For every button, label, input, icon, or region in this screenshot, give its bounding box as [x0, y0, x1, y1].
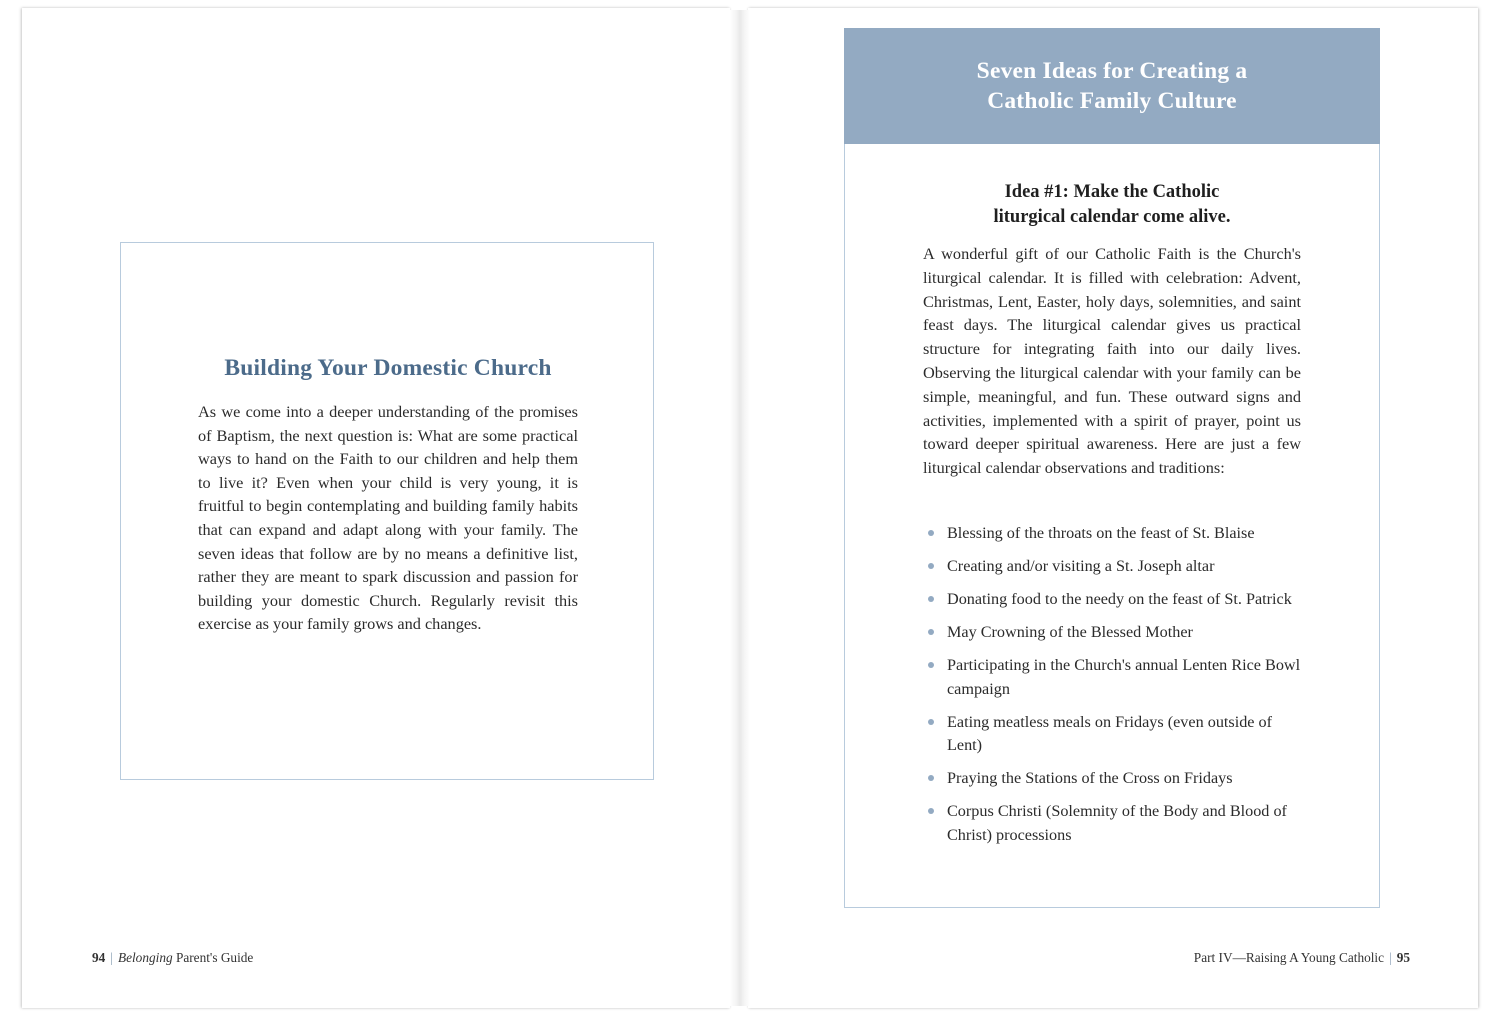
list-item: [923, 800, 1303, 847]
right-page-number: 95: [1396, 950, 1410, 965]
list-item-label: Participating in the Church's annual Lenten Rice Bowl campaign: [947, 656, 1301, 698]
book-gutter: [730, 10, 750, 1006]
idea-title-line1: Idea #1: Make the Catholic: [1004, 182, 1220, 202]
right-page-footer: [1194, 950, 1410, 966]
exercise-title: Building Your Domestic Church: [224, 355, 552, 381]
bullet-dot-icon: [928, 808, 934, 814]
list-item: [923, 767, 1303, 791]
bullet-dot-icon: [928, 629, 934, 635]
bullet-dot-icon: [928, 530, 934, 536]
list-item: [923, 654, 1303, 701]
list-item: [923, 621, 1303, 645]
bullet-dot-icon: [928, 719, 934, 725]
list-item: [923, 522, 1303, 546]
list-item-label: Corpus Christi (Solemnity of the Body and Blood of Christ) processions: [947, 802, 1287, 844]
idea-title: [844, 180, 1380, 230]
bullet-dot-icon: [928, 775, 934, 781]
left-page-footer: [92, 950, 253, 966]
list-item-label: Eating meatless meals on Fridays (even outside of Lent): [947, 712, 1273, 754]
idea-body-text: A wonderful gift of our Catholic Faith is the Church's liturgical calendar. It is filled with celebration: Advent, Christmas, Lent, Easter, holy days, solemnities, and saint feast days. The liturgical calendar gives us practical structure for integrating faith into our daily lives. Observing the liturgical calendar with your family can be simple, meaningful, and fun. These outward signs and activities, implemented with a spirit of prayer, point us toward deeper spiritual awareness. Here are just a few liturgical calendar observations and traditions:: [923, 244, 1301, 478]
left-page: [28, 14, 728, 1004]
list-item-label: Creating and/or visiting a St. Joseph altar: [947, 557, 1215, 575]
list-item-label: Blessing of the throats on the feast of St. Blaise: [947, 524, 1255, 542]
exercise-box: [120, 242, 654, 780]
list-item: [923, 588, 1303, 612]
list-item-label: May Crowning of the Blessed Mother: [947, 623, 1193, 641]
bullet-dot-icon: [928, 662, 934, 668]
left-footer-book-title: Belonging: [117, 950, 173, 965]
exercise-body-text: As we come into a deeper understanding of the promises of Baptism, the next question is: What are some practical ways to hand on the Faith to our children and help them to live it? Even when your child is very young, it is fruitful to begin contemplating and building family habits that can expand and adapt along with your family. The seven ideas that follow are by no means a definitive list, rather they are meant to spark discussion and passion for building your domestic Church. Regularly revisit this exercise as your family grows and changes.: [198, 402, 578, 634]
bullet-dot-icon: [928, 596, 934, 602]
left-footer-separator: |: [110, 950, 113, 965]
idea-title-line2: liturgical calendar come alive.: [993, 207, 1231, 227]
right-footer-section: Part IV—Raising A Young Catholic: [1193, 950, 1385, 965]
list-item-label: Praying the Stations of the Cross on Fridays: [947, 769, 1233, 787]
right-footer-separator: |: [1389, 950, 1392, 965]
ideas-header-text: [977, 56, 1248, 116]
ideas-header-line2: Catholic Family Culture: [987, 88, 1237, 114]
list-item: [923, 711, 1303, 758]
left-page-number: 94: [92, 950, 106, 965]
right-page: [748, 14, 1478, 1004]
liturgical-traditions-list: [923, 522, 1303, 857]
ideas-header-line1: Seven Ideas for Creating a: [976, 58, 1248, 84]
ideas-header-banner: [844, 28, 1380, 144]
left-footer-book-subtitle: Parent's Guide: [175, 950, 254, 965]
list-item-label: Donating food to the needy on the feast of St. Patrick: [947, 590, 1292, 608]
list-item: [923, 555, 1303, 579]
bullet-dot-icon: [928, 563, 934, 569]
